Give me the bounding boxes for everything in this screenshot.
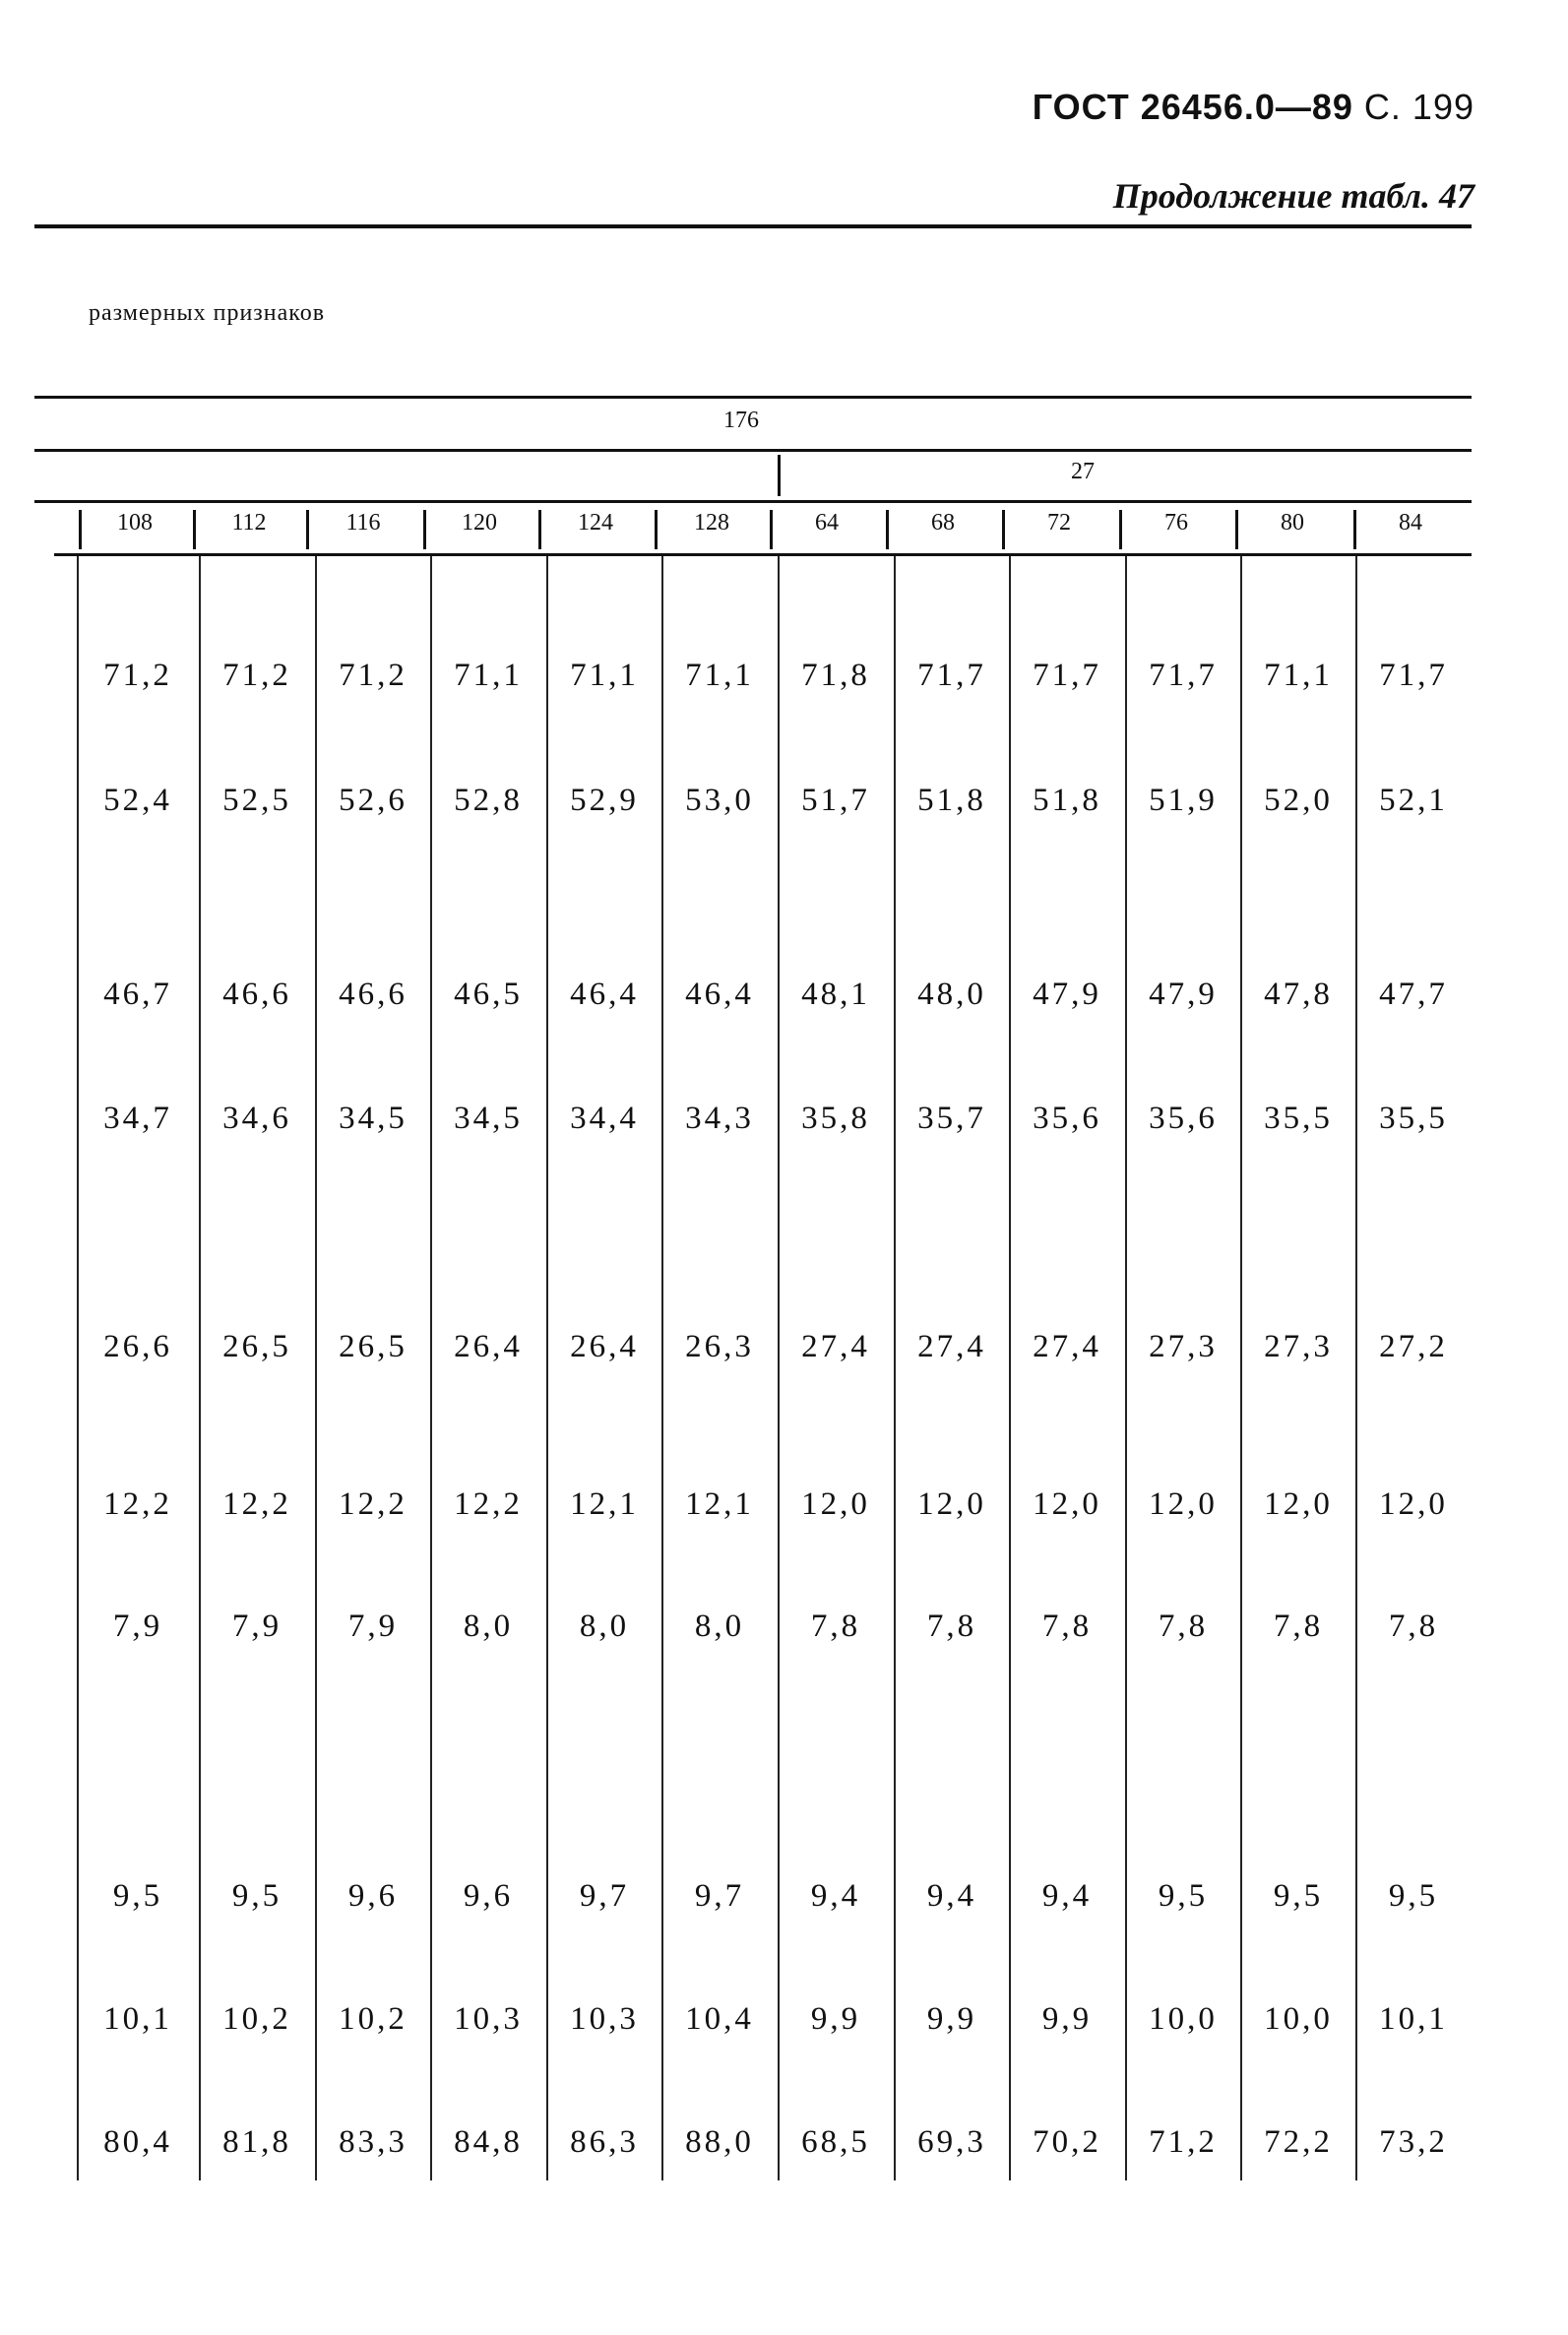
table-cell: 47,8 <box>1264 977 1333 1012</box>
fragment-text: размерных признаков <box>89 300 326 326</box>
header-value-27: 27 <box>1071 459 1095 484</box>
column-divider <box>1009 556 1011 2180</box>
table-cell: 71,7 <box>917 658 986 693</box>
table-cell: 71,7 <box>1149 658 1218 693</box>
table-cell: 9,4 <box>810 1878 861 1914</box>
table-cell: 12,2 <box>103 1486 172 1522</box>
table-cell: 51,8 <box>917 783 986 818</box>
table-cell: 12,0 <box>1264 1486 1333 1522</box>
table-cell: 35,6 <box>1033 1101 1101 1136</box>
column-divider <box>1355 556 1357 2180</box>
table-cell: 7,9 <box>347 1609 399 1644</box>
table-cell: 80,4 <box>103 2124 172 2160</box>
table-cell: 46,6 <box>222 977 291 1012</box>
table-cell: 10,3 <box>570 2001 639 2037</box>
table-cell: 48,1 <box>801 977 870 1012</box>
table-cell: 7,8 <box>1388 1609 1439 1644</box>
table-cell: 52,6 <box>339 783 408 818</box>
table-cell: 10,1 <box>103 2001 172 2037</box>
table-cell: 10,2 <box>222 2001 291 2037</box>
table-cell: 12,0 <box>1379 1486 1448 1522</box>
column-header: 116 <box>345 510 381 536</box>
table-cell: 8,0 <box>463 1609 514 1644</box>
column-divider <box>77 556 79 2180</box>
table-cell: 84,8 <box>454 2124 523 2160</box>
table-cell: 52,4 <box>103 783 172 818</box>
table-cell: 69,3 <box>917 2124 986 2160</box>
column-divider <box>1240 556 1242 2180</box>
table-cell: 7,8 <box>1158 1609 1209 1644</box>
table-cell: 52,8 <box>454 783 523 818</box>
table-cell: 71,1 <box>570 658 639 693</box>
table-cell: 51,8 <box>1033 783 1101 818</box>
table-cell: 12,0 <box>801 1486 870 1522</box>
table-cell: 7,9 <box>112 1609 163 1644</box>
table-cell: 10,1 <box>1379 2001 1448 2037</box>
table-cell: 71,7 <box>1379 658 1448 693</box>
table-cell: 26,6 <box>103 1329 172 1364</box>
table-cell: 27,4 <box>1033 1329 1101 1364</box>
column-header: 108 <box>117 510 153 536</box>
header-rule <box>34 224 1472 228</box>
table-cell: 12,0 <box>917 1486 986 1522</box>
column-header: 68 <box>931 510 955 536</box>
column-divider <box>546 556 548 2180</box>
column-divider <box>778 556 780 2180</box>
table-cell: 8,0 <box>694 1609 745 1644</box>
table-cell: 72,2 <box>1264 2124 1333 2160</box>
table-cell: 27,4 <box>917 1329 986 1364</box>
table-cell: 9,9 <box>1041 2001 1093 2037</box>
table-cell: 35,7 <box>917 1101 986 1136</box>
table-cell: 70,2 <box>1033 2124 1101 2160</box>
table-cell: 9,4 <box>926 1878 977 1914</box>
table-cell: 52,9 <box>570 783 639 818</box>
column-header: 84 <box>1399 510 1422 536</box>
table-cell: 12,1 <box>685 1486 754 1522</box>
table-cell: 71,1 <box>454 658 523 693</box>
table-cell: 48,0 <box>917 977 986 1012</box>
table-cell: 46,5 <box>454 977 523 1012</box>
table-cell: 73,2 <box>1379 2124 1448 2160</box>
table-cell: 34,7 <box>103 1101 172 1136</box>
table-cell: 68,5 <box>801 2124 870 2160</box>
table-cell: 9,9 <box>926 2001 977 2037</box>
table-continuation-caption: Продолжение табл. 47 <box>1112 176 1474 216</box>
table-cell: 34,5 <box>454 1101 523 1136</box>
table-cell: 27,3 <box>1149 1329 1218 1364</box>
column-header: 128 <box>694 510 729 536</box>
table-cell: 7,8 <box>1041 1609 1093 1644</box>
table-cell: 71,1 <box>685 658 754 693</box>
table-cell: 27,2 <box>1379 1329 1448 1364</box>
table-cell: 83,3 <box>339 2124 408 2160</box>
table-cell: 46,4 <box>570 977 639 1012</box>
table-cell: 35,8 <box>801 1101 870 1136</box>
table-cell: 35,5 <box>1264 1101 1333 1136</box>
table-cell: 51,9 <box>1149 783 1218 818</box>
table-cell: 9,5 <box>1388 1878 1439 1914</box>
column-header: 124 <box>578 510 613 536</box>
table-cell: 81,8 <box>222 2124 291 2160</box>
table-cell: 9,9 <box>810 2001 861 2037</box>
table-cell: 10,3 <box>454 2001 523 2037</box>
table-cell: 26,4 <box>570 1329 639 1364</box>
table-cell: 26,5 <box>339 1329 408 1364</box>
header-divider <box>778 455 781 496</box>
table-cell: 7,8 <box>1273 1609 1324 1644</box>
table-cell: 52,1 <box>1379 783 1448 818</box>
table-cell: 9,6 <box>347 1878 399 1914</box>
table-cell: 34,4 <box>570 1101 639 1136</box>
table-cell: 46,6 <box>339 977 408 1012</box>
table-cell: 7,9 <box>231 1609 282 1644</box>
table-cell: 10,0 <box>1264 2001 1333 2037</box>
table-cell: 71,1 <box>1264 658 1333 693</box>
column-header: 120 <box>462 510 497 536</box>
column-header: 64 <box>815 510 839 536</box>
table-cell: 46,4 <box>685 977 754 1012</box>
table-cell: 8,0 <box>579 1609 630 1644</box>
table-cell: 27,3 <box>1264 1329 1333 1364</box>
table-cell: 71,2 <box>339 658 408 693</box>
standard-header <box>1033 87 1474 128</box>
column-header: 80 <box>1281 510 1304 536</box>
table-cell: 53,0 <box>685 783 754 818</box>
column-divider <box>430 556 432 2180</box>
header-rule-1 <box>34 449 1472 452</box>
table-cell: 35,6 <box>1149 1101 1218 1136</box>
table-cell: 86,3 <box>570 2124 639 2160</box>
column-divider <box>894 556 896 2180</box>
table-cell: 12,2 <box>339 1486 408 1522</box>
table-cell: 9,5 <box>112 1878 163 1914</box>
header-rule-2 <box>34 500 1472 503</box>
table-cell: 9,7 <box>579 1878 630 1914</box>
table-cell: 9,5 <box>1273 1878 1324 1914</box>
table-cell: 51,7 <box>801 783 870 818</box>
table-cell: 34,3 <box>685 1101 754 1136</box>
column-divider <box>315 556 317 2180</box>
header-bottom-rule <box>54 553 1472 556</box>
table-cell: 71,2 <box>103 658 172 693</box>
table-cell: 47,9 <box>1149 977 1218 1012</box>
table-cell: 9,6 <box>463 1878 514 1914</box>
table-cell: 52,5 <box>222 783 291 818</box>
column-divider <box>1125 556 1127 2180</box>
page-number: С. 199 <box>1363 87 1474 127</box>
table-cell: 35,5 <box>1379 1101 1448 1136</box>
table-cell: 9,7 <box>694 1878 745 1914</box>
column-header: 72 <box>1047 510 1071 536</box>
table-cell: 10,2 <box>339 2001 408 2037</box>
table-cell: 26,3 <box>685 1329 754 1364</box>
table-cell: 9,5 <box>231 1878 282 1914</box>
table-cell: 71,2 <box>222 658 291 693</box>
table-cell: 71,7 <box>1033 658 1101 693</box>
table-cell: 46,7 <box>103 977 172 1012</box>
table-cell: 47,9 <box>1033 977 1101 1012</box>
table-cell: 12,0 <box>1033 1486 1101 1522</box>
table-cell: 12,2 <box>454 1486 523 1522</box>
table-cell: 12,0 <box>1149 1486 1218 1522</box>
table-cell: 26,4 <box>454 1329 523 1364</box>
table-cell: 9,5 <box>1158 1878 1209 1914</box>
table-cell: 12,2 <box>222 1486 291 1522</box>
table-cell: 7,8 <box>926 1609 977 1644</box>
table-cell: 52,0 <box>1264 783 1333 818</box>
table-cell: 88,0 <box>685 2124 754 2160</box>
table-cell: 27,4 <box>801 1329 870 1364</box>
table-cell: 10,0 <box>1149 2001 1218 2037</box>
table-cell: 71,8 <box>801 658 870 693</box>
table-cell: 47,7 <box>1379 977 1448 1012</box>
table-cell: 7,8 <box>810 1609 861 1644</box>
standard-number: ГОСТ 26456.0—89 <box>1032 87 1353 127</box>
table-cell: 34,6 <box>222 1101 291 1136</box>
table-cell: 34,5 <box>339 1101 408 1136</box>
table-cell: 26,5 <box>222 1329 291 1364</box>
column-header: 76 <box>1164 510 1188 536</box>
table-cell: 12,1 <box>570 1486 639 1522</box>
column-divider <box>661 556 663 2180</box>
table-cell: 9,4 <box>1041 1878 1093 1914</box>
header-value-176: 176 <box>723 408 759 433</box>
column-divider <box>199 556 201 2180</box>
column-header: 112 <box>231 510 267 536</box>
table-top-rule <box>34 396 1472 399</box>
table-cell: 10,4 <box>685 2001 754 2037</box>
table-cell: 71,2 <box>1149 2124 1218 2160</box>
